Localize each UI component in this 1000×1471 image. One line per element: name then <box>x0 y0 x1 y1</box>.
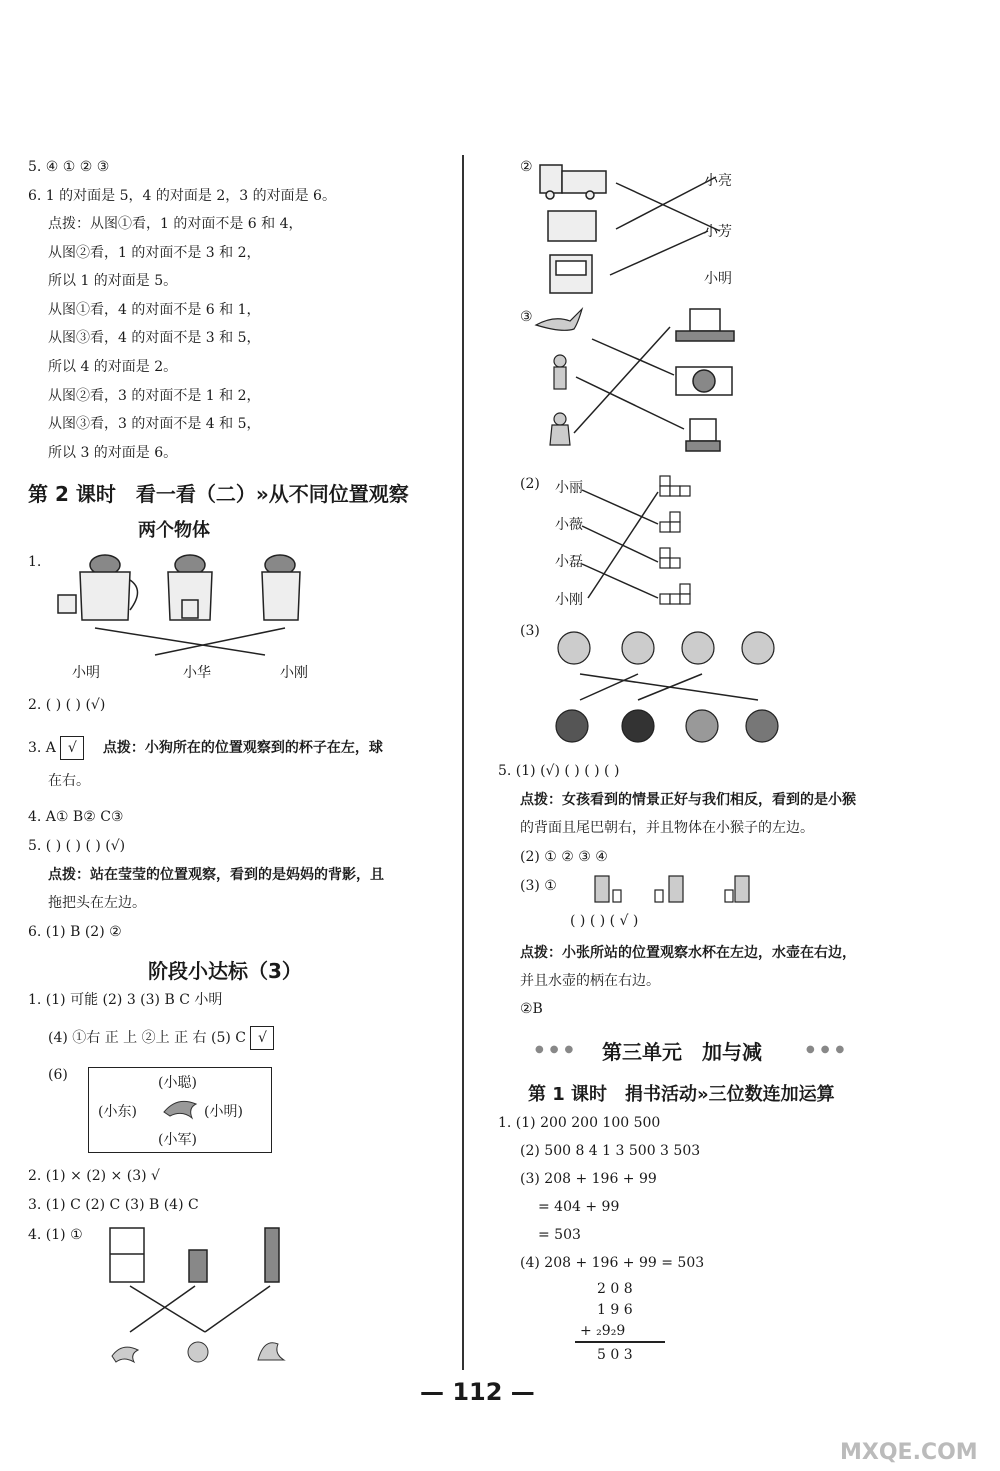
calc-4: = 404 + 99 <box>538 1199 620 1215</box>
watermark: MXQE.COM <box>840 1440 978 1465</box>
vertical-row: 2 0 8 <box>597 1281 633 1297</box>
name-label: 小芳 <box>704 224 732 240</box>
stage-6-label: (6) <box>48 1067 68 1083</box>
name-label: 小明 <box>72 665 100 681</box>
name-label: 小刚 <box>280 665 308 681</box>
r5-last: ②B <box>520 1001 543 1017</box>
column-divider <box>462 155 464 1370</box>
sum-rule <box>575 1341 665 1343</box>
animals-illustration <box>108 1332 288 1366</box>
lesson-2-subtitle: 两个物体 <box>138 520 210 541</box>
r5-tip-cont: 的背面且尾巴朝右，并且物体在小猴子的左边。 <box>520 820 814 836</box>
answer-6: 6. 1 的对面是 5，4 的对面是 2，3 的对面是 6。 <box>28 188 336 204</box>
lesson-1-title: 第 1 课时 捐书活动»三位数连加运算 <box>528 1084 835 1105</box>
stage-1: 1. (1) 可能 (2) 3 (3) B C 小明 <box>28 992 223 1008</box>
page-number: — 112 — <box>420 1378 535 1406</box>
unit-title: 第三单元 加与减 <box>602 1040 762 1064</box>
name-label: (小军) <box>158 1132 197 1148</box>
answer-q5: 5. ( ) ( ) ( ) (√) <box>28 838 126 854</box>
q5-tip-cont: 拖把头在左边。 <box>48 895 146 911</box>
calc-3: (3) 208 + 196 + 99 <box>520 1171 657 1187</box>
r3-label: ③ <box>520 309 533 325</box>
r5-2: (2) ① ② ③ ④ <box>520 849 608 865</box>
calc-6: (4) 208 + 196 + 99 = 503 <box>520 1255 705 1271</box>
q5-tip: 点拨：站在莹莹的位置观察，看到的是妈妈的背影，且 <box>48 867 384 883</box>
name-label: 小明 <box>704 271 732 287</box>
r5-tip2: 点拨：小张所站的位置观察水杯在左边，水壶在右边， <box>520 945 856 961</box>
answer-q3: 3. A √ 点拨：小狗所在的位置观察到的杯子在左，球 <box>28 736 383 760</box>
name-label: 小华 <box>183 665 211 681</box>
r2-label: ② <box>520 159 533 175</box>
name-label: (小聪) <box>158 1075 197 1091</box>
tip-line: 所以 1 的对面是 5。 <box>48 273 178 289</box>
vertical-row: 1 9 6 <box>597 1302 633 1318</box>
answer-q6: 6. (1) B (2) ② <box>28 924 122 940</box>
lesson-2-title: 第 2 课时 看一看（二）»从不同位置观察 <box>28 482 409 506</box>
name-label: 小刚 <box>555 592 583 608</box>
check-box: √ <box>250 1026 274 1050</box>
name-label: (小明) <box>204 1104 243 1120</box>
answer-q2: 2. ( ) ( ) (√) <box>28 697 106 713</box>
check-box: √ <box>60 736 84 760</box>
answer-q4: 4. A① B② C③ <box>28 809 124 825</box>
r5-3: (3) ① <box>520 878 557 894</box>
dots-right: ●●● <box>806 1044 851 1055</box>
vertical-row: 5 0 3 <box>597 1347 633 1363</box>
trucks-illustration <box>538 155 778 300</box>
name-label: 小磊 <box>555 554 583 570</box>
tip-line: 从图③看，4 的对面不是 3 和 5， <box>48 330 261 346</box>
calc-1: 1. (1) 200 200 100 500 <box>498 1115 661 1131</box>
name-label: 小丽 <box>555 480 583 496</box>
stage-title: 阶段小达标（3） <box>148 959 302 983</box>
p2-label: (2) <box>520 476 540 492</box>
vertical-row: + ₂9₂9 <box>580 1323 626 1339</box>
tip-line: 所以 3 的对面是 6。 <box>48 445 178 461</box>
r5-tip: 点拨：女孩看到的情景正好与我们相反，看到的是小猴 <box>520 792 856 808</box>
cups-kettles-illustration <box>585 868 765 908</box>
r5-3-answers: ( ) ( ) ( √ ) <box>570 913 639 929</box>
stage-3: 3. (1) C (2) C (3) B (4) C <box>28 1197 199 1213</box>
tip-line: 从图②看，3 的对面不是 1 和 2， <box>48 388 261 404</box>
tip-line: 所以 4 的对面是 2。 <box>48 359 178 375</box>
p3-label: (3) <box>520 623 540 639</box>
calc-2: (2) 500 8 4 1 3 500 3 503 <box>520 1143 701 1159</box>
stage-2: 2. (1) × (2) × (3) √ <box>28 1168 160 1184</box>
r5-tip2-cont: 并且水壶的柄在右边。 <box>520 973 660 989</box>
tip-line: 从图③看，3 的对面不是 4 和 5， <box>48 416 261 432</box>
name-label: 小薇 <box>555 517 583 533</box>
stage-1b: (4) ①右 正 上 ②上 正 右 (5) C √ <box>48 1026 274 1050</box>
tip-line: 从图②看，1 的对面不是 3 和 2， <box>48 245 261 261</box>
answer-r5: 5. (1) (√) ( ) ( ) ( ) <box>498 763 620 779</box>
calc-5: = 503 <box>538 1227 581 1243</box>
dots-left: ●●● <box>535 1044 580 1055</box>
bird-children-illustration <box>534 305 744 465</box>
monkeys-faces-illustration <box>552 620 792 750</box>
name-label: (小东) <box>98 1104 137 1120</box>
q1-number: 1. <box>28 554 42 570</box>
q3-tip-cont: 在右。 <box>48 773 90 789</box>
cube-views-illustration <box>580 472 700 612</box>
kettles-illustration <box>50 550 310 660</box>
dolphin-icon <box>162 1094 202 1122</box>
tip-line: 点拨：从图①看，1 的对面不是 6 和 4， <box>48 216 303 232</box>
stage-4: 4. (1) ① <box>28 1227 83 1243</box>
name-label: 小亮 <box>704 173 732 189</box>
tip-line: 从图①看，4 的对面不是 6 和 1， <box>48 302 261 318</box>
answer-5: 5. ④ ① ② ③ <box>28 159 110 175</box>
